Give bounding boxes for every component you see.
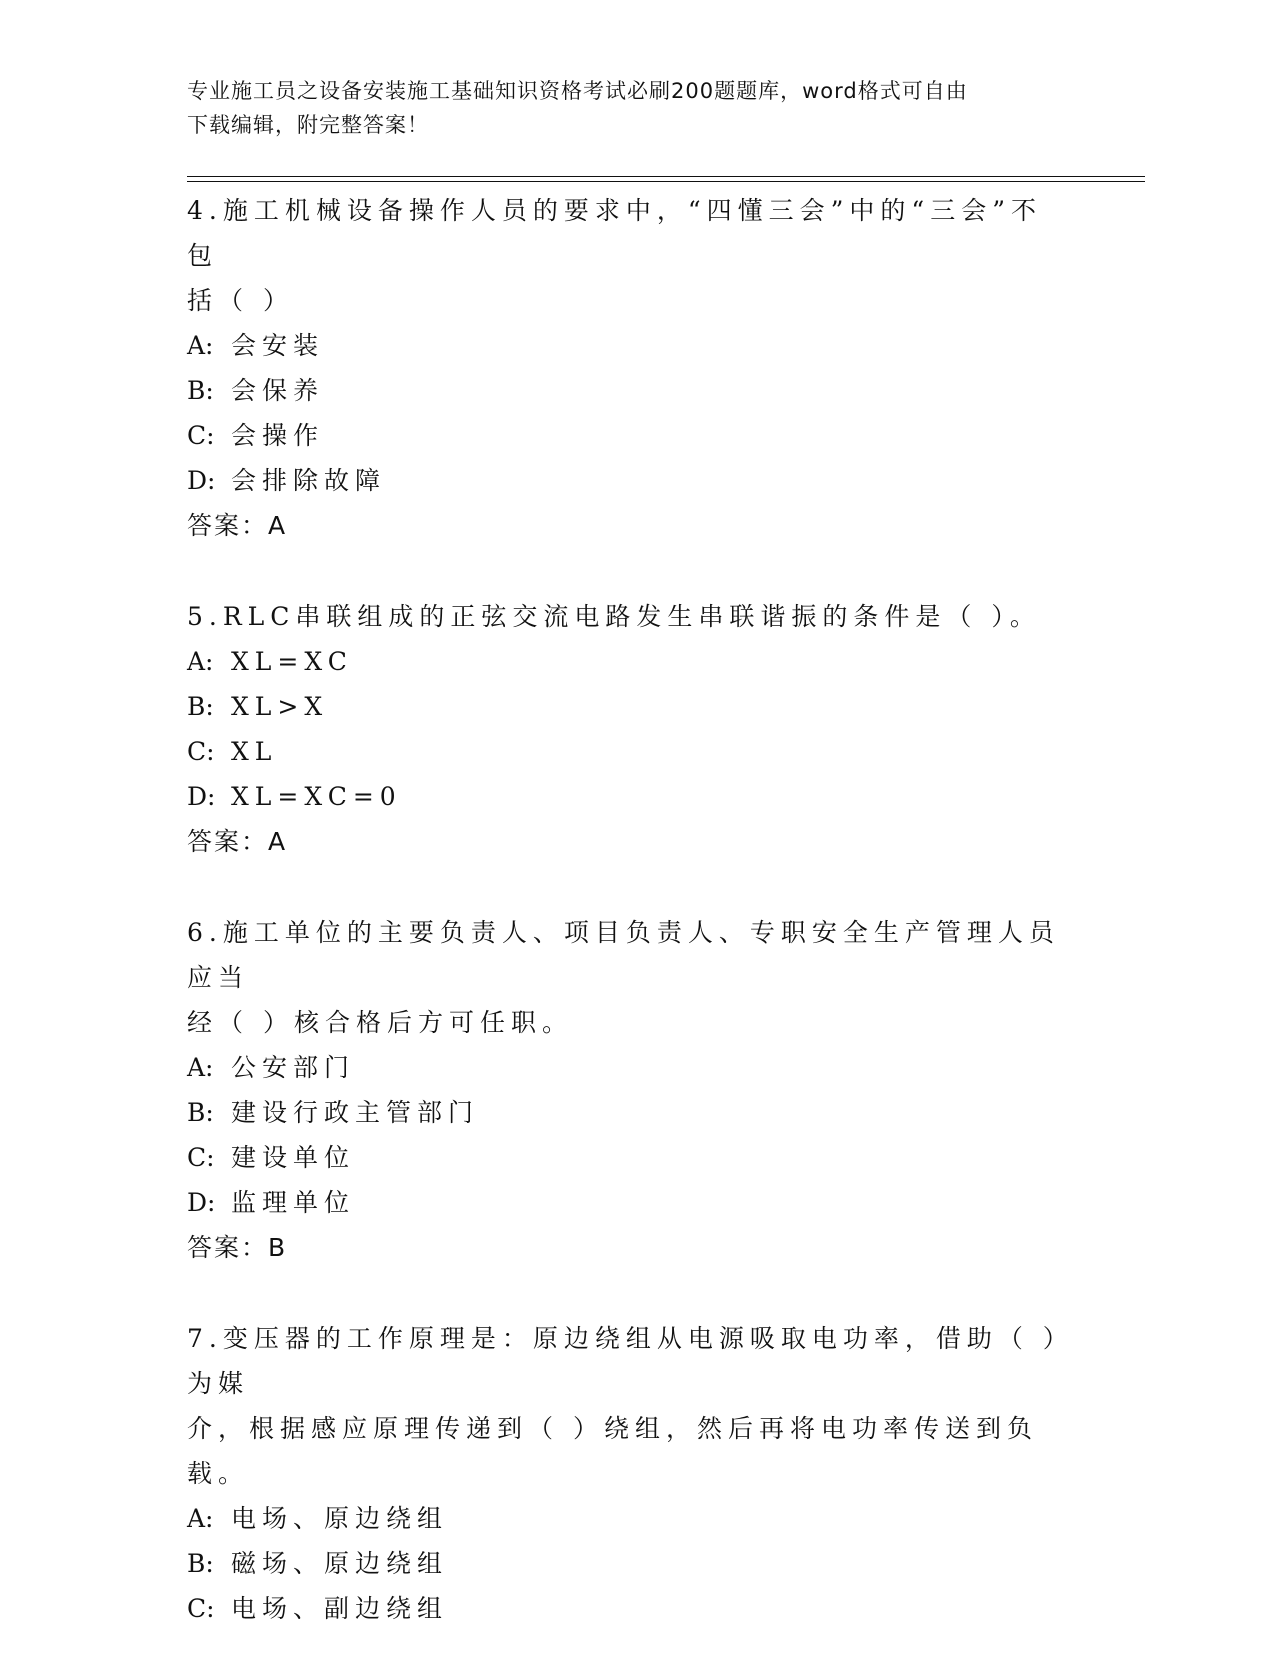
question-stem-line-2: 介，根据感应原理传递到（ ）绕组，然后再将电功率传送到负载。 <box>187 1414 1038 1488</box>
option-text: XL=XC=0 <box>231 782 402 811</box>
option-a <box>187 639 1067 684</box>
option-b <box>187 684 1067 729</box>
option-text: XL>X <box>231 692 329 721</box>
option-c <box>187 413 1067 458</box>
header-divider-top <box>187 176 1145 177</box>
option-letter: B: <box>187 692 214 721</box>
question-6 <box>187 910 1067 1270</box>
option-a <box>187 1045 1067 1090</box>
answer-line: 答案：A <box>187 827 288 856</box>
question-stem <box>187 1316 1067 1496</box>
question-stem-line-1: 6.施工单位的主要负责人、项目负责人、专职安全生产管理人员应当 <box>187 918 1060 992</box>
option-text: 电场、副边绕组 <box>231 1594 449 1623</box>
option-letter: C: <box>187 737 215 766</box>
option-letter: A: <box>187 647 214 676</box>
option-d <box>187 458 1067 503</box>
header-line-2: 下载编辑，附完整答案！ <box>187 113 429 137</box>
document-header <box>187 74 1087 142</box>
question-stem <box>187 910 1067 1045</box>
option-text: 监理单位 <box>231 1188 356 1217</box>
option-text: XL <box>231 737 278 766</box>
option-text: 会操作 <box>231 421 325 450</box>
option-text: 建设行政主管部门 <box>231 1098 480 1127</box>
header-divider-bottom <box>187 181 1145 182</box>
question-stem <box>187 188 1067 323</box>
option-c <box>187 1135 1067 1180</box>
option-letter: D: <box>187 1188 216 1217</box>
question-7 <box>187 1316 1067 1631</box>
question-stem <box>187 594 1067 639</box>
option-text: 电场、原边绕组 <box>231 1504 449 1533</box>
option-c <box>187 729 1067 774</box>
option-letter: D: <box>187 782 216 811</box>
option-text: 会排除故障 <box>231 466 387 495</box>
option-c <box>187 1586 1067 1631</box>
option-b <box>187 1090 1067 1135</box>
option-letter: A: <box>187 1053 214 1082</box>
question-stem-line-2: 经（ ）核合格后方可任职。 <box>187 1008 573 1037</box>
option-d <box>187 774 1067 819</box>
question-stem-line-1: 4.施工机械设备操作人员的要求中，“四懂三会”中的“三会”不包 <box>187 196 1042 270</box>
option-text: 磁场、原边绕组 <box>231 1549 449 1578</box>
option-text: XL=XC <box>231 647 353 676</box>
option-letter: D: <box>187 466 216 495</box>
question-stem-line-1: 5.RLC串联组成的正弦交流电路发生串联谐振的条件是（ ）。 <box>187 602 1041 631</box>
option-text: 公安部门 <box>231 1053 356 1082</box>
option-text: 会保养 <box>231 376 325 405</box>
option-letter: C: <box>187 421 215 450</box>
option-text: 建设单位 <box>231 1143 356 1172</box>
option-d <box>187 1180 1067 1225</box>
option-a <box>187 323 1067 368</box>
option-letter: A: <box>187 331 214 360</box>
option-letter: C: <box>187 1143 215 1172</box>
option-b <box>187 1541 1067 1586</box>
option-letter: B: <box>187 1098 214 1127</box>
question-5 <box>187 594 1067 864</box>
header-line-1: 专业施工员之设备安装施工基础知识资格考试必刷200题题库，word格式可自由 <box>187 79 968 103</box>
question-stem-line-1: 7.变压器的工作原理是：原边绕组从电源吸取电功率，借助（ ）为媒 <box>187 1324 1062 1398</box>
answer-line: 答案：B <box>187 1233 288 1262</box>
answer-line: 答案：A <box>187 511 288 540</box>
option-a <box>187 1496 1067 1541</box>
option-letter: A: <box>187 1504 214 1533</box>
question-stem-line-2: 括（ ） <box>187 286 294 315</box>
question-4 <box>187 188 1067 548</box>
option-letter: B: <box>187 376 214 405</box>
option-letter: B: <box>187 1549 214 1578</box>
question-list <box>187 188 1067 1677</box>
option-text: 会安装 <box>231 331 325 360</box>
option-letter: C: <box>187 1594 215 1623</box>
option-b <box>187 368 1067 413</box>
